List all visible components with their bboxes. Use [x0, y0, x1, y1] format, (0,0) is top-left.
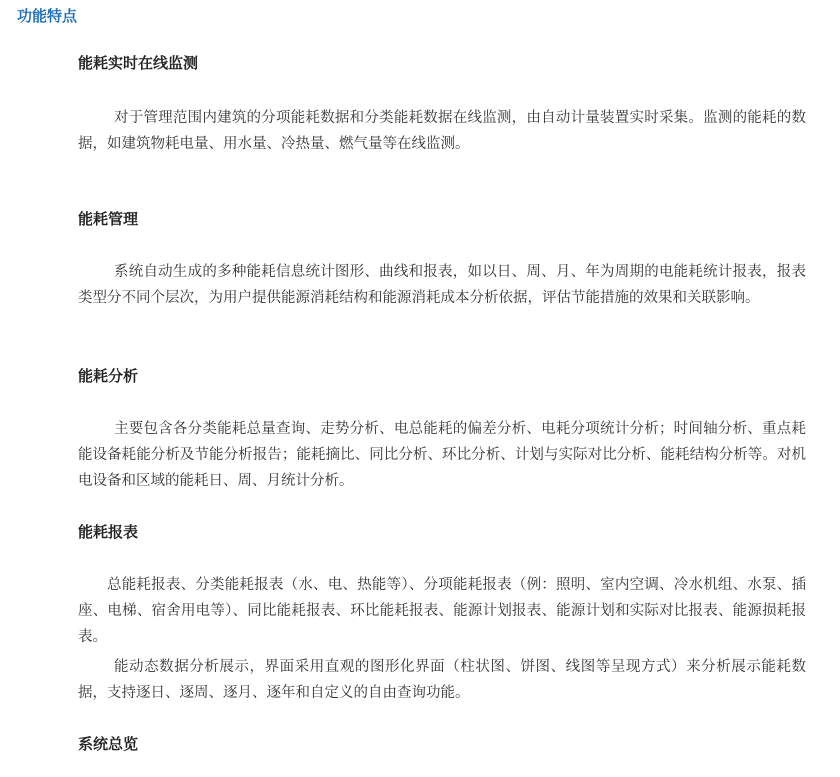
page-title: 功能特点 — [17, 7, 78, 25]
section-paragraph: 主要包含各分类能耗总量查询、走势分析、电总能耗的偏差分析、电耗分项统计分析；时间轴分析、重点耗能设备耗能分析及节能分析报告；能耗摘比、同比分析、环比分析、计划与实际对比分析、能耗结构分析等。对机电设备和区域的能耗日、周、月统计分析。 — [78, 421, 806, 489]
section-title-energy-analysis: 能耗分析 — [78, 367, 139, 385]
section-title-energy-reports: 能耗报表 — [78, 523, 139, 541]
section-paragraph: 系统自动生成的多种能耗信息统计图形、曲线和报表，如以日、周、月、年为周期的电能耗统计报表，报表类型分不同个层次，为用户提供能源消耗结构和能源消耗成本分析依据，评估节能措施的效果和关联影响。 — [78, 264, 806, 306]
section-title-energy-management: 能耗管理 — [78, 210, 139, 228]
section-title-system-overview: 系统总览 — [78, 735, 139, 753]
section-paragraph: 总能耗报表、分类能耗报表（水、电、热能等）、分项能耗报表（例：照明、室内空调、冷水机组、水泵、插座、电梯、宿舍用电等）、同比能耗报表、环比能耗报表、能源计划报表、能源计划和实际对比报表、能源损耗报表。 — [78, 577, 806, 645]
section-paragraph: 能动态数据分析展示，界面采用直观的图形化界面（柱状图、饼图、线图等呈现方式）来分析展示能耗数据，支持逐日、逐周、逐月、逐年和自定义的自由查询功能。 — [78, 659, 806, 701]
section-paragraph: 对于管理范围内建筑的分项能耗数据和分类能耗数据在线监测，由自动计量装置实时采集。监测的能耗的数据，如建筑物耗电量、用水量、冷热量、燃气量等在线监测。 — [78, 110, 806, 152]
section-title-realtime-monitoring: 能耗实时在线监测 — [78, 54, 199, 72]
